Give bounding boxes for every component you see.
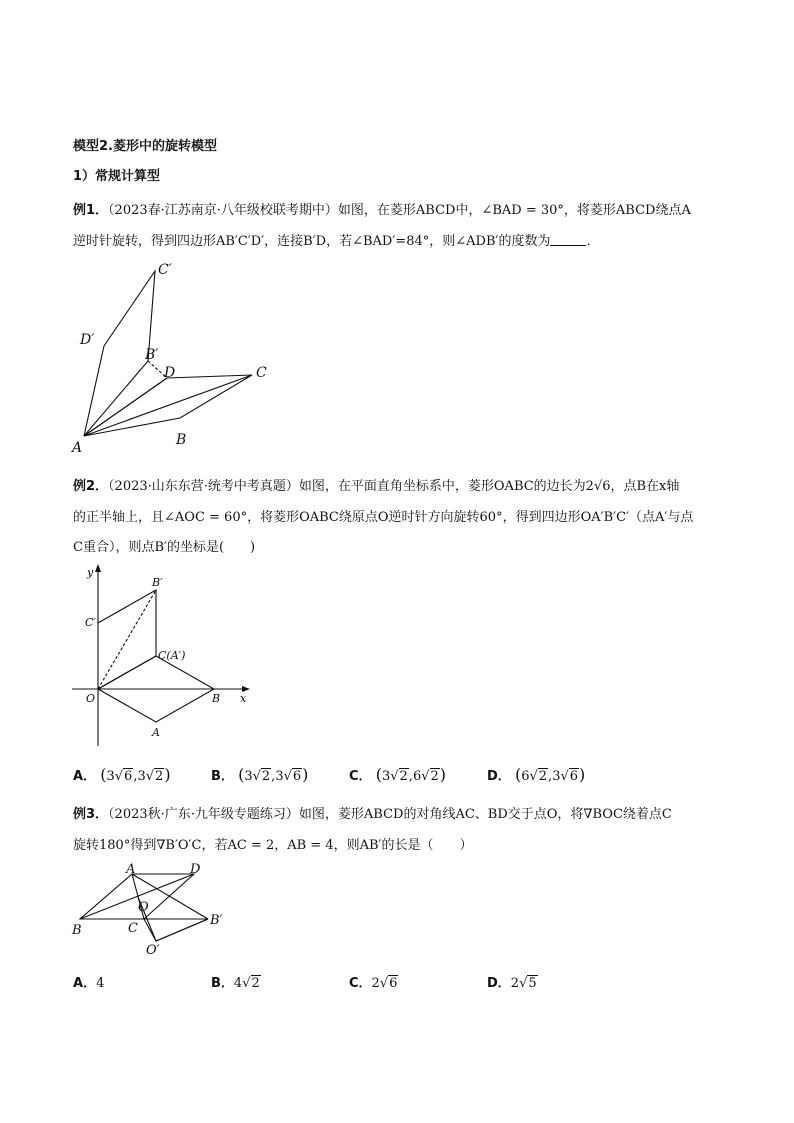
label-D: D xyxy=(164,365,176,381)
label-A: A xyxy=(126,862,136,877)
label-B: B xyxy=(212,692,221,705)
ex3-option-a[interactable]: A．4 xyxy=(73,976,105,991)
ex2-option-b[interactable]: B． (3√2,3√6) xyxy=(211,765,309,784)
label-C: C xyxy=(128,921,138,936)
segment-o-bp xyxy=(98,590,156,689)
label-C-Ap: C(A′) xyxy=(158,649,186,662)
ex3-label: 例3． xyxy=(73,807,109,822)
ex1-text1: （2023春·江苏南京·八年级校联考期中）如图，在菱形ABCD中，∠BAD = 30°，将菱形ABCD绕点A xyxy=(108,203,691,218)
ex2-option-d[interactable]: D． (6√2,3√6) xyxy=(487,765,586,784)
ex1-line2: 逆时针旋转，得到四边形AB′C′D′，连接B′D，若∠BAD′=84°，则∠ADB′的度数为 ． xyxy=(73,234,600,249)
subsection-title: 1）常规计算型 xyxy=(73,169,161,184)
label-x: x xyxy=(240,692,247,705)
ex2-line1 xyxy=(73,475,679,494)
ex2-option-c[interactable]: C． (3√2,6√2) xyxy=(349,765,447,784)
label-B: B xyxy=(72,923,82,938)
label-Cp: C′ xyxy=(85,616,96,629)
ex3-line2: 旋转180°得到∇B′O′C，若AC = 2，AB = 4，则AB′的长是（ ） xyxy=(73,838,473,853)
label-A: A xyxy=(72,440,83,456)
ex2-text1: （2023·山东东营·统考中考真题）如图，在平面直角坐标系中，菱形OABC的边长为2√6，点B在x轴 xyxy=(108,479,680,494)
ex1-figure xyxy=(70,258,290,458)
ex3-option-b[interactable]: B．4√2 xyxy=(211,976,260,991)
diag-bd xyxy=(80,874,194,919)
ex2-option-a[interactable]: A． (3√6,3√2) xyxy=(73,765,171,784)
label-O: O xyxy=(138,900,149,915)
label-D: D xyxy=(190,862,201,877)
ex2-label: 例2． xyxy=(73,479,109,494)
label-C: C xyxy=(256,365,267,381)
ex3-text1: （2023秋·广东·九年级专题练习）如图，菱形ABCD的对角线AC、BD交于点O，将∇BOC绕着点C xyxy=(108,807,672,822)
label-y: y xyxy=(87,566,94,579)
ex1-text2: 逆时针旋转，得到四边形AB′C′D′，连接B′D，若∠BAD′=84°，则∠ADB′的度数为 xyxy=(73,234,551,249)
ex1-line1 xyxy=(73,199,691,218)
ex2-line2: 的正半轴上，且∠AOC = 60°，将菱形OABC绕原点O逆时针方向旋转60°，得到四边形OA′B′C′（点A′与点 xyxy=(73,510,694,525)
label-Bp: B′ xyxy=(145,347,159,363)
label-Bp: B′ xyxy=(210,913,223,928)
ex3-line1 xyxy=(73,803,672,822)
answer-blank xyxy=(550,233,586,246)
diag-ac xyxy=(84,375,252,436)
ex3-option-c[interactable]: C．2√6 xyxy=(349,976,398,991)
ex2-figure xyxy=(68,562,258,752)
section-title: 模型2.菱形中的旋转模型 xyxy=(73,139,217,154)
ex3-figure xyxy=(68,862,238,957)
ex2-line3: C重合），则点B′的坐标是( ) xyxy=(73,540,256,555)
label-Cp: C′ xyxy=(158,262,172,278)
label-A: A xyxy=(152,726,160,739)
label-Op: O′ xyxy=(146,943,160,957)
y-axis-arrow xyxy=(95,564,101,572)
segment-op-bp xyxy=(156,919,208,941)
label-Bp: B′ xyxy=(152,576,163,589)
triangle-bp-op-c xyxy=(144,919,208,941)
ex1-label: 例1． xyxy=(73,203,109,218)
label-Dp: D′ xyxy=(80,332,95,348)
label-B: B xyxy=(176,432,187,448)
ex3-option-d[interactable]: D．2√5 xyxy=(487,976,537,991)
label-O: O xyxy=(86,692,96,705)
